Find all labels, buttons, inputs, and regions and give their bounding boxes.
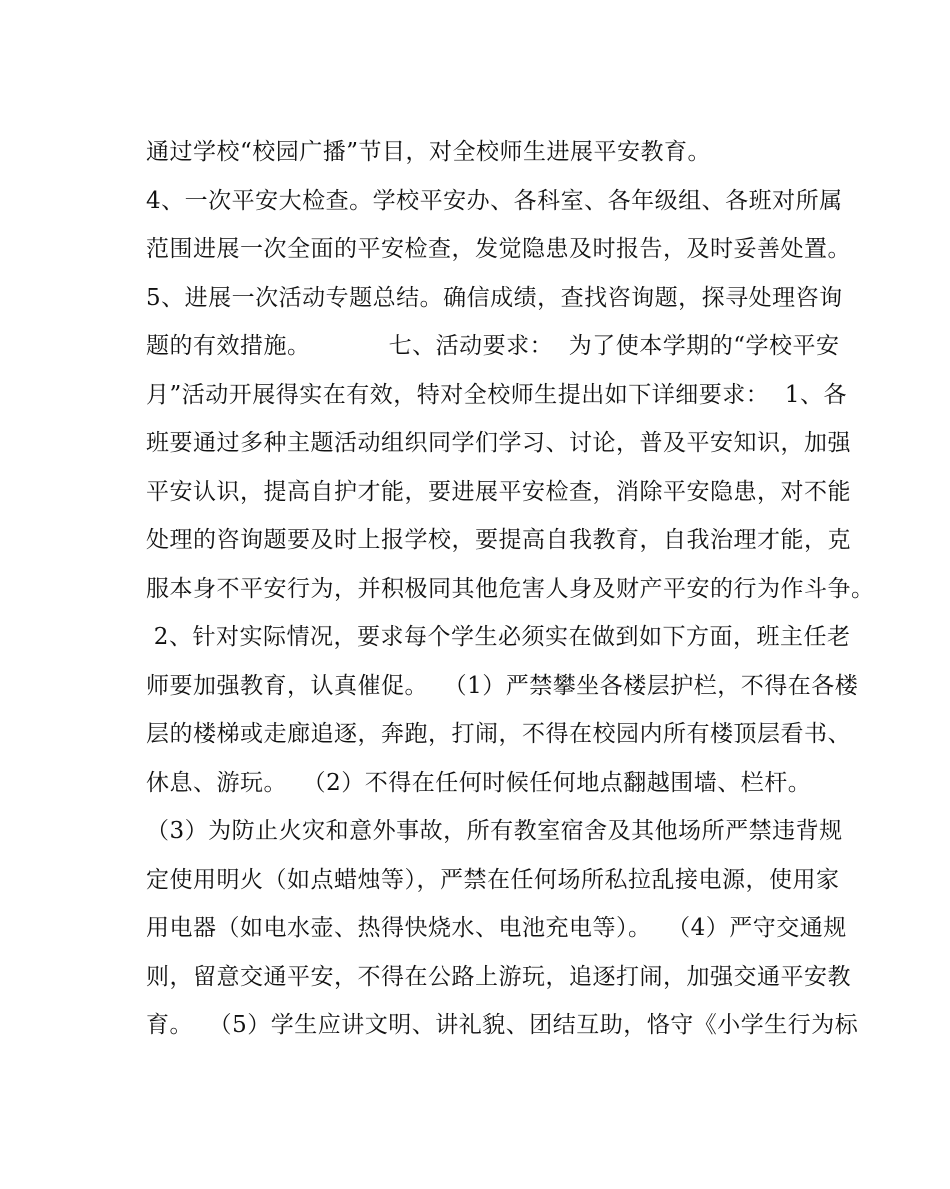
- text-line: 处理的咨询题要及时上报学校，要提高自我教育，自我治理才能，克: [146, 527, 851, 553]
- text-line: 则，留意交通平安，不得在公路上游玩，追逐打闹，加强交通平安教: [146, 963, 851, 990]
- text-line: 休息、游玩。 （2）不得在任何时候任何地点翻越围墙、栏杆。: [146, 769, 812, 796]
- body-text: [146, 128, 875, 1050]
- text-line: 服本身不平安行为，并积极同其他危害人身及财产平安的行为作斗争。: [146, 575, 875, 602]
- text-line: 师要加强教育，认真催促。 （1）严禁攀坐各楼层护栏，不得在各楼: [146, 672, 859, 699]
- text-line: 月”活动开展得实在有效，特对全校师生提出如下详细要求： 1、各: [146, 381, 848, 408]
- text-line: 育。 （5）学生应讲文明、讲礼貌、团结互助，恪守《小学生行为标: [146, 1012, 859, 1038]
- text-line: 平安认识，提高自护才能，要进展平安检查，消除平安隐患，对不能: [146, 478, 851, 505]
- text-line: 4、一次平安大检查。学校平安办、各科室、各年级组、各班对所属: [146, 187, 843, 214]
- text-line: 范围进展一次全面的平安检查，发觉隐患及时报告，及时妥善处置。: [146, 236, 851, 262]
- text-line: 2、针对实际情况，要求每个学生必须实在做到如下方面，班主任老: [146, 624, 851, 650]
- text-line: 定使用明火（如点蜡烛等），严禁在任何场所私拉乱接电源，使用家: [146, 866, 840, 893]
- text-line: （3）为防止火灾和意外事故，所有教室宿舍及其他场所严禁违背规: [146, 818, 843, 844]
- text-line: 题的有效措施。 七、活动要求： 为了使本学期的“学校平安: [146, 333, 840, 359]
- text-line: 用电器（如电水壶、热得快烧水、电池充电等）。 （4）严守交通规: [146, 915, 847, 941]
- text-line: 5、进展一次活动专题总结。确信成绩，查找咨询题，探寻处理咨询: [146, 284, 843, 311]
- text-line: 班要通过多种主题活动组织同学们学习、讨论，普及平安知识，加强: [146, 430, 851, 456]
- text-line: 通过学校“校园广播”节目，对全校师生进展平安教育。: [146, 139, 712, 165]
- text-line: 层的楼梯或走廊追逐，奔跑，打闹，不得在校园内所有楼顶层看书、: [146, 721, 851, 747]
